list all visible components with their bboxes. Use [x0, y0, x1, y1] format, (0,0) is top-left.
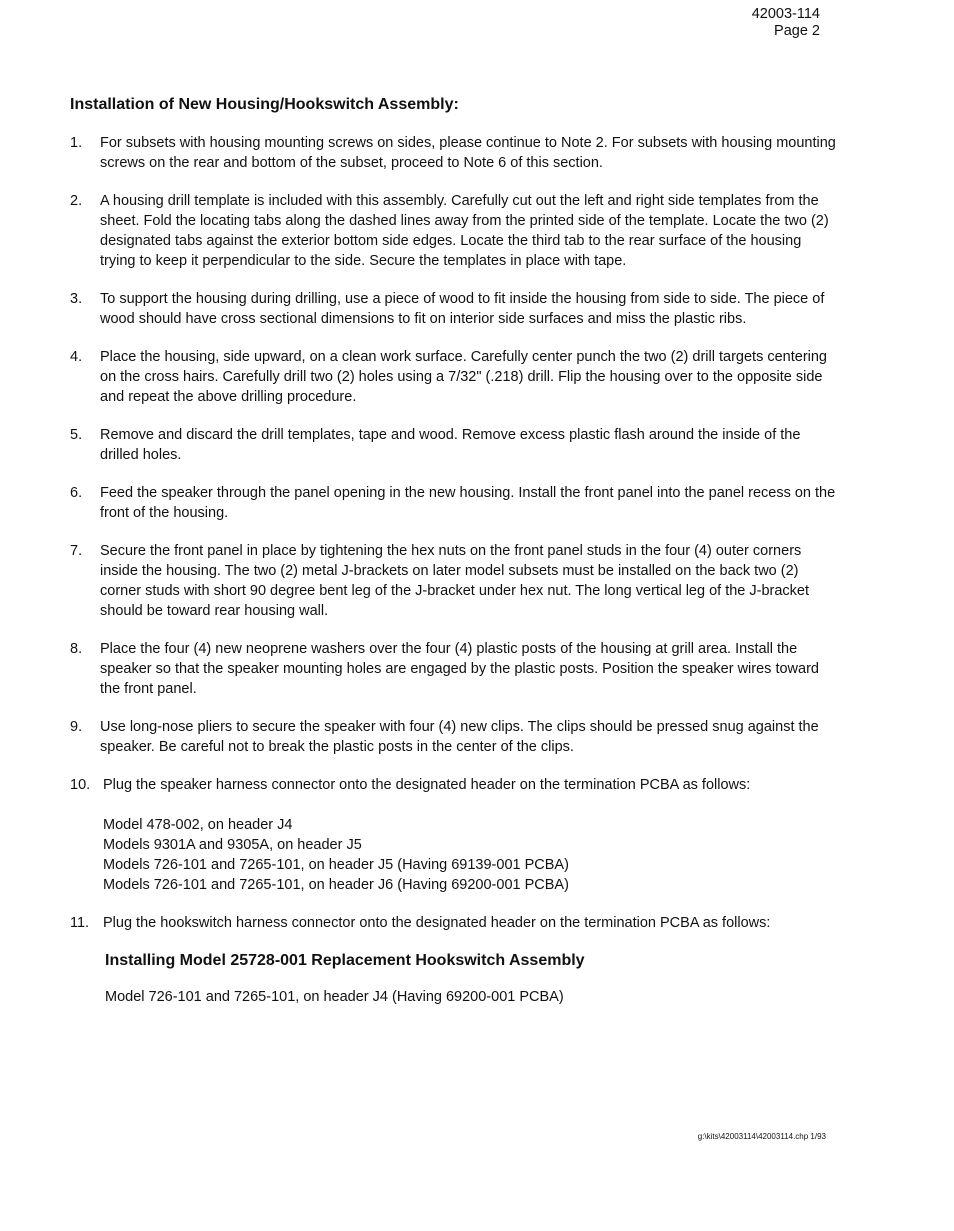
document-number: 42003-114 — [751, 6, 820, 22]
step-text: Feed the speaker through the panel opening in the new housing. Install the front panel into the panel recess on the front of the housing. — [100, 485, 836, 521]
step-6 — [70, 483, 840, 523]
steps-list — [70, 133, 840, 1025]
step-number: 7. — [70, 543, 83, 559]
step-5 — [70, 425, 840, 465]
step-10 — [70, 775, 840, 895]
step-4 — [70, 347, 840, 407]
list-item: Models 726-101 and 7265-101, on header J5 (Having 69139-001 PCBA) — [103, 857, 569, 873]
hookswitch-header-note: Model 726-101 and 7265-101, on header J4 (Having 69200-001 PCBA) — [105, 989, 564, 1005]
step-text: Use long-nose pliers to secure the speaker with four (4) new clips. The clips should be pressed snug against the speaker. Be careful not to break the plastic posts in the center of the clips. — [100, 719, 819, 755]
step-text: Plug the hookswitch harness connector onto the designated header on the termination PCBA as follows: — [103, 915, 771, 931]
step-text: Remove and discard the drill templates, tape and wood. Remove excess plastic flash around the inside of the drilled holes. — [100, 427, 801, 463]
step-number: 4. — [70, 349, 83, 365]
step-number: 3. — [70, 291, 83, 307]
document-header-ref — [752, 6, 820, 40]
footer-file-ref: g:\kits\42003114\42003114.chp 1/93 — [697, 1132, 826, 1141]
step-1 — [70, 133, 840, 173]
step-text: Place the four (4) new neoprene washers over the four (4) plastic posts of the housing at grill area. Install the speaker so that the speaker mounting holes are engaged by the plastic posts. Position the speaker wires toward the front panel. — [100, 641, 819, 697]
hookswitch-subheading: Installing Model 25728-001 Replacement Hookswitch Assembly — [105, 952, 585, 969]
step-number: 5. — [70, 427, 83, 443]
step-text: Plug the speaker harness connector onto the designated header on the termination PCBA as follows: — [103, 777, 751, 793]
step-3 — [70, 289, 840, 329]
step-7 — [70, 541, 840, 621]
step-number: 1. — [70, 135, 83, 151]
step-text: For subsets with housing mounting screws on sides, please continue to Note 2. For subsets with housing mounting screws on the rear and bottom of the subset, proceed to Note 6 of this section. — [100, 135, 836, 171]
step-11 — [70, 913, 840, 1007]
step-text: To support the housing during drilling, use a piece of wood to fit inside the housing from side to side. The piece of wood should have cross sectional dimensions to fit on interior side surfaces and miss the plastic ribs. — [100, 291, 825, 327]
speaker-header-list — [103, 815, 840, 895]
page-number: Page 2 — [774, 23, 820, 39]
step-number: 11. — [70, 915, 90, 931]
step-number: 10. — [70, 777, 91, 793]
step-number: 8. — [70, 641, 83, 657]
list-item: Model 478-002, on header J4 — [103, 817, 293, 833]
step-number: 2. — [70, 193, 83, 209]
step-number: 6. — [70, 485, 83, 501]
step-text: A housing drill template is included with this assembly. Carefully cut out the left and right side templates from the sheet. Fold the locating tabs along the dashed lines away from the printed side of the template. Locate the two (2) designated tabs against the exterior bottom side edges. Locate the third tab to the rear surface of the housing trying to keep it perpendicular to the side. Secure the templates in place with tape. — [100, 193, 829, 269]
step-9 — [70, 717, 840, 757]
step-number: 9. — [70, 719, 83, 735]
list-item: Models 9301A and 9305A, on header J5 — [103, 837, 362, 853]
step-2 — [70, 191, 840, 271]
step-text: Place the housing, side upward, on a clean work surface. Carefully center punch the two (2) drill targets centering on the cross hairs. Carefully drill two (2) holes using a 7/32" (.218) drill. Flip the housing over to the opposite side and repeat the above drilling procedure. — [100, 349, 827, 405]
step-text: Secure the front panel in place by tightening the hex nuts on the front panel studs in the four (4) outer corners inside the housing. The two (2) metal J-brackets on later model subsets must be installed on the back two (2) corner studs with short 90 degree bent leg of the J-bracket under hex nut. The long vertical leg of the J-bracket should be toward rear housing wall. — [100, 543, 810, 619]
list-item: Models 726-101 and 7265-101, on header J6 (Having 69200-001 PCBA) — [103, 877, 569, 893]
step-8 — [70, 639, 840, 699]
section-title: Installation of New Housing/Hookswitch Assembly: — [70, 96, 459, 113]
